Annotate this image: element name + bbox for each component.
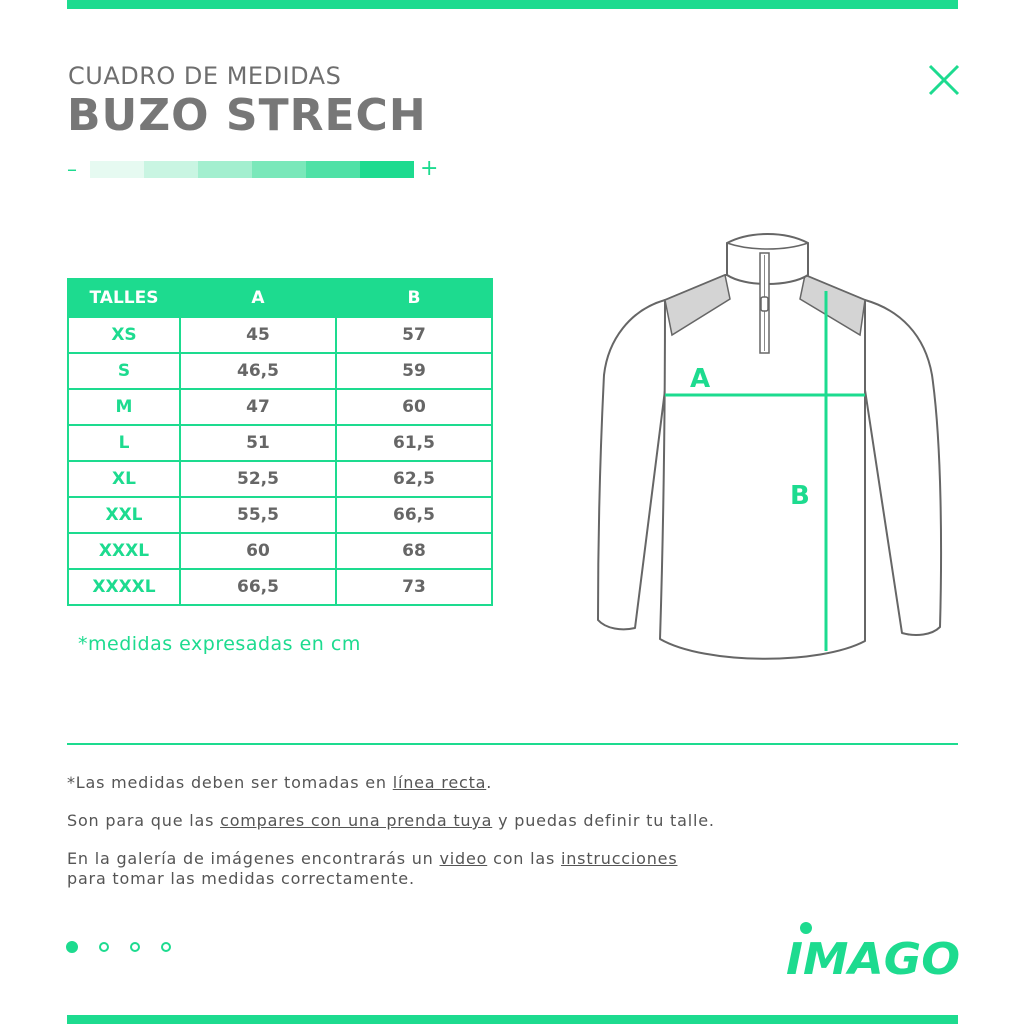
page-subtitle: CUADRO DE MEDIDAS bbox=[68, 62, 342, 90]
measure-a-cell: 66,5 bbox=[180, 569, 336, 605]
measure-a-cell: 55,5 bbox=[180, 497, 336, 533]
measure-b-cell: 60 bbox=[336, 389, 492, 425]
size-cell: L bbox=[68, 425, 180, 461]
link-linea-recta[interactable]: línea recta bbox=[392, 773, 487, 792]
header-a: A bbox=[180, 279, 336, 317]
bottom-accent-bar bbox=[67, 1015, 958, 1024]
scale-segment bbox=[144, 161, 198, 178]
table-header-row bbox=[68, 279, 492, 317]
table-row bbox=[68, 569, 492, 605]
info-text: con las bbox=[487, 849, 561, 868]
measure-a-cell: 60 bbox=[180, 533, 336, 569]
size-cell: XXXL bbox=[68, 533, 180, 569]
info-line-1 bbox=[67, 773, 492, 793]
measure-b-cell: 62,5 bbox=[336, 461, 492, 497]
right-sleeve bbox=[865, 300, 941, 635]
section-divider bbox=[67, 743, 958, 745]
top-accent-bar bbox=[67, 0, 958, 9]
scale-segment bbox=[90, 161, 144, 178]
measure-a-cell: 52,5 bbox=[180, 461, 336, 497]
page-dot-2[interactable] bbox=[99, 942, 109, 952]
table-row bbox=[68, 497, 492, 533]
logo-text: IMAGO bbox=[786, 934, 960, 980]
table-row bbox=[68, 317, 492, 353]
zipper-pull bbox=[761, 297, 768, 311]
info-text: para tomar las medidas correctamente. bbox=[67, 869, 415, 888]
measure-a-cell: 47 bbox=[180, 389, 336, 425]
measure-a-cell: 45 bbox=[180, 317, 336, 353]
table-row bbox=[68, 353, 492, 389]
plus-icon: + bbox=[420, 156, 439, 181]
measure-a-cell: 51 bbox=[180, 425, 336, 461]
table-row bbox=[68, 425, 492, 461]
size-scale bbox=[67, 156, 442, 181]
size-cell: M bbox=[68, 389, 180, 425]
link-video[interactable]: video bbox=[439, 849, 488, 868]
measure-b-cell: 61,5 bbox=[336, 425, 492, 461]
info-text: . bbox=[486, 773, 493, 792]
page-dot-1[interactable] bbox=[66, 941, 78, 953]
measure-b-cell: 68 bbox=[336, 533, 492, 569]
link-compares[interactable]: compares con una prenda tuya bbox=[220, 811, 493, 830]
table-row bbox=[68, 389, 492, 425]
header-b: B bbox=[336, 279, 492, 317]
measure-b-cell: 73 bbox=[336, 569, 492, 605]
page-title: BUZO STRECH bbox=[67, 90, 427, 141]
table-row bbox=[68, 533, 492, 569]
measure-a-cell: 46,5 bbox=[180, 353, 336, 389]
measure-a-label: A bbox=[690, 364, 711, 394]
scale-segment bbox=[252, 161, 306, 178]
size-cell: XS bbox=[68, 317, 180, 353]
link-instrucciones[interactable]: instrucciones bbox=[561, 849, 678, 868]
measure-b-label: B bbox=[790, 481, 810, 511]
page-dot-3[interactable] bbox=[130, 942, 140, 952]
info-text: Son para que las bbox=[67, 811, 221, 830]
units-note: *medidas expresadas en cm bbox=[78, 633, 361, 655]
measure-b-cell: 57 bbox=[336, 317, 492, 353]
info-text: En la galería de imágenes encontrarás un bbox=[67, 849, 440, 868]
scale-segment bbox=[360, 161, 414, 178]
size-cell: S bbox=[68, 353, 180, 389]
left-sleeve bbox=[598, 300, 665, 629]
scale-segment bbox=[306, 161, 360, 178]
size-cell: XXL bbox=[68, 497, 180, 533]
page-dot-4[interactable] bbox=[161, 942, 171, 952]
table-row bbox=[68, 461, 492, 497]
scale-segment bbox=[198, 161, 252, 178]
header-talles: TALLES bbox=[68, 279, 180, 317]
minus-icon: – bbox=[67, 157, 77, 181]
size-cell: XL bbox=[68, 461, 180, 497]
info-line-3 bbox=[67, 849, 677, 889]
close-icon[interactable] bbox=[927, 63, 961, 97]
size-table bbox=[67, 278, 493, 606]
size-cell: XXXXL bbox=[68, 569, 180, 605]
garment-diagram bbox=[590, 225, 950, 665]
imago-logo bbox=[786, 920, 962, 980]
info-text: *Las medidas deben ser tomadas en bbox=[67, 773, 393, 792]
measure-b-cell: 66,5 bbox=[336, 497, 492, 533]
info-line-2 bbox=[67, 811, 715, 831]
measure-b-cell: 59 bbox=[336, 353, 492, 389]
info-text: y puedas definir tu talle. bbox=[492, 811, 715, 830]
